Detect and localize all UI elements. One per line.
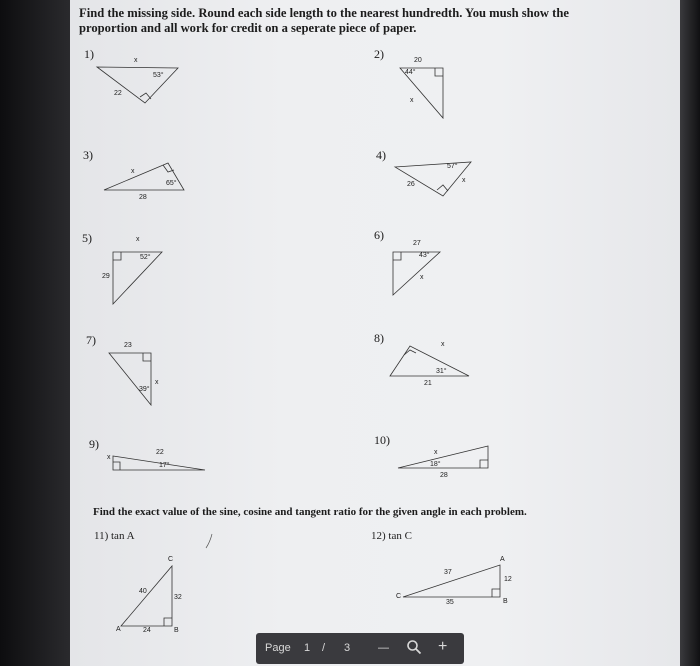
p5-label-angle: 52° bbox=[140, 254, 151, 261]
p7-label-x: x bbox=[155, 379, 159, 386]
p11-label-hyp: 40 bbox=[139, 588, 147, 595]
p7-label-side: 23 bbox=[124, 342, 132, 349]
p4-label-x: x bbox=[462, 177, 466, 184]
p1-label-side: 22 bbox=[114, 90, 122, 97]
p11-label-base: 24 bbox=[143, 627, 151, 634]
p10-label-angle: 18° bbox=[430, 461, 441, 468]
zoom-out-button[interactable]: — bbox=[378, 642, 389, 654]
problem-10-number: 10) bbox=[374, 433, 390, 447]
problem-7-number: 7) bbox=[86, 333, 96, 347]
p7-label-angle: 39° bbox=[139, 386, 150, 393]
p9-label-side: 22 bbox=[156, 449, 164, 456]
p12-label-a: A bbox=[500, 556, 505, 563]
p11-label-a: A bbox=[116, 626, 121, 633]
right-angle-5 bbox=[113, 252, 121, 260]
triangle-1 bbox=[97, 67, 178, 103]
problem-8-number: 8) bbox=[374, 331, 384, 345]
p12-label-c: C bbox=[396, 593, 402, 600]
triangle-11 bbox=[121, 566, 172, 626]
p3-label-x: x bbox=[131, 168, 135, 175]
p2-label-side: 20 bbox=[414, 57, 422, 64]
right-angle-10 bbox=[480, 460, 488, 468]
p8-label-x: x bbox=[441, 341, 445, 348]
p8-label-side: 21 bbox=[424, 380, 432, 387]
problem-6-number: 6) bbox=[374, 228, 384, 242]
p1-label-x: x bbox=[134, 57, 138, 64]
page-label: Page bbox=[265, 642, 291, 654]
triangle-4 bbox=[395, 162, 471, 196]
p6-label-angle: 43° bbox=[419, 252, 430, 259]
problem-4-number: 4) bbox=[376, 148, 386, 162]
p6-label-x: x bbox=[420, 274, 424, 281]
p12-label-hyp: 37 bbox=[444, 569, 452, 576]
problem-5-number: 5) bbox=[82, 231, 92, 245]
p11-label-leg: 32 bbox=[174, 594, 182, 601]
p10-label-x: x bbox=[434, 449, 438, 456]
page-separator: / bbox=[322, 642, 326, 654]
problem-2-number: 2) bbox=[374, 47, 384, 61]
right-angle-11 bbox=[164, 618, 172, 626]
p1-label-angle: 53° bbox=[153, 72, 164, 79]
problem-3-number: 3) bbox=[83, 148, 93, 162]
problem-1-number: 1) bbox=[84, 47, 94, 61]
right-angle-7 bbox=[143, 353, 151, 361]
instructions-line-1: Find the missing side. Round each side length to the nearest hundredth. You mush show the bbox=[79, 6, 569, 20]
p6-label-side: 27 bbox=[413, 240, 421, 247]
p10-label-side: 28 bbox=[440, 472, 448, 479]
right-angle-4 bbox=[437, 185, 448, 191]
triangle-10 bbox=[398, 446, 488, 468]
p12-label-leg: 12 bbox=[504, 576, 512, 583]
p12-label-base: 35 bbox=[446, 599, 454, 606]
p5-label-side: 29 bbox=[102, 273, 110, 280]
triangle-6 bbox=[393, 252, 440, 295]
magnifier-icon[interactable] bbox=[406, 639, 422, 658]
p3-label-side: 28 bbox=[139, 194, 147, 201]
right-angle-12 bbox=[492, 589, 500, 597]
instructions-line-2: proportion and all work for credit on a seperate piece of paper. bbox=[79, 21, 417, 35]
right-angle-6 bbox=[393, 252, 401, 260]
p5-label-x: x bbox=[136, 236, 140, 243]
p9-label-x: x bbox=[107, 454, 111, 461]
p4-label-angle: 57° bbox=[447, 163, 458, 170]
p11-label-b: B bbox=[174, 627, 179, 634]
p4-label-side: 26 bbox=[407, 181, 415, 188]
zoom-in-button[interactable]: + bbox=[438, 638, 448, 655]
p2-label-angle: 44° bbox=[405, 69, 416, 76]
p12-label-b: B bbox=[503, 598, 508, 605]
total-pages: 3 bbox=[344, 642, 351, 654]
viewer-toolbar bbox=[256, 633, 464, 664]
problem-9-number: 9) bbox=[89, 437, 99, 451]
pen-mark bbox=[206, 534, 212, 548]
p2-label-x: x bbox=[410, 97, 414, 104]
section-2-instruction: Find the exact value of the sine, cosine and tangent ratio for the given angle in each problem. bbox=[93, 506, 527, 518]
right-angle-2 bbox=[435, 68, 443, 76]
problem-11-text: 11) tan A bbox=[94, 530, 135, 542]
triangle-8 bbox=[390, 346, 469, 376]
p8-label-angle: 31° bbox=[436, 368, 447, 375]
p9-label-angle: 17° bbox=[159, 462, 170, 469]
p3-label-angle: 65° bbox=[166, 180, 177, 187]
p11-label-c: C bbox=[168, 556, 174, 563]
right-angle-9 bbox=[113, 462, 120, 470]
right-angle-3 bbox=[163, 165, 174, 172]
current-page[interactable]: 1 bbox=[304, 642, 311, 654]
problem-12-text: 12) tan C bbox=[371, 530, 412, 542]
